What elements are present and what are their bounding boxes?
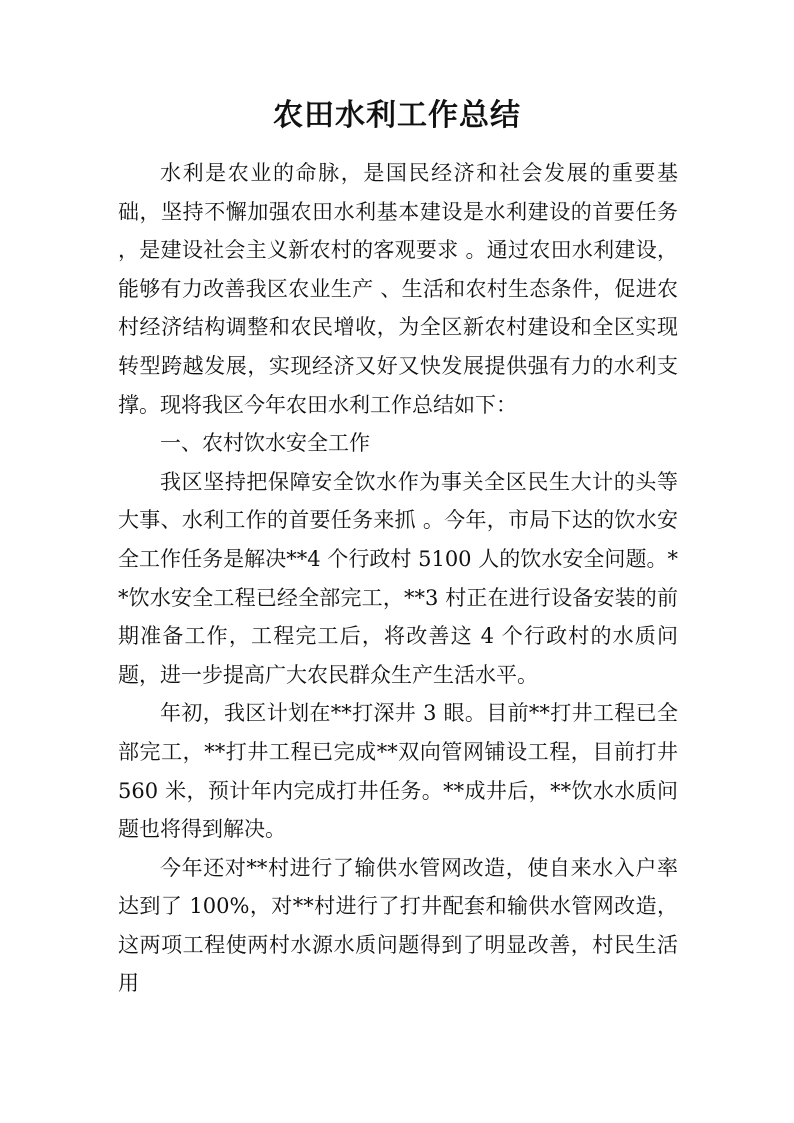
paragraph-pipe-network-renovation: 今年还对**村进行了输供水管网改造，使自来水入户率达到了 100%，对**村进行了打井配套和输供水管网改造，这两项工程使两村水源水质问题得到了明显改善，村民生活用 <box>118 855 678 996</box>
document-title: 农田水利工作总结 <box>273 98 521 133</box>
paragraph-intro: 水利是农业的命脉，是国民经济和社会发展的重要基础，坚持不懈加强农田水利基本建设是水利建设的首要任务 ，是建设社会主义新农村的客观要求 。通过农田水利建设，能够有力改善我区农业生产 、生活和农村生态条件，促进农村经济结构调整和农民增收，为全区新农村建设和全区实现转型跨越发展，实现经济又好又快发展提供强有力的水利支撑。现将我区今年农田水利工作总结如下： <box>118 161 678 417</box>
document-body <box>118 154 678 1003</box>
section-heading-rural-water-safety: 一、农村饮水安全工作 <box>160 431 370 456</box>
paragraph-water-safety-task: 我区坚持把保障安全饮水作为事关全区民生大计的头等大事、水利工作的首要任务来抓 。今年，市局下达的饮水安全工作任务是解决**4 个行政村 5100 人的饮水安全问题。**饮水安全工程已经全部完工，**3 村正在进行设备安装的前期准备工作，工程完工后，将改善这 4 个行政村的水质问题，进一步提高广大农民群众生产生活水平。 <box>118 469 678 687</box>
paragraph-deep-well-plan: 年初，我区计划在**打深井 3 眼。目前**打井工程已全部完工，**打井工程已完成**双向管网铺设工程，目前打井 560 米，预计年内完成打井任务。**成井后，**饮水水质问题也将得到解决。 <box>118 701 678 842</box>
